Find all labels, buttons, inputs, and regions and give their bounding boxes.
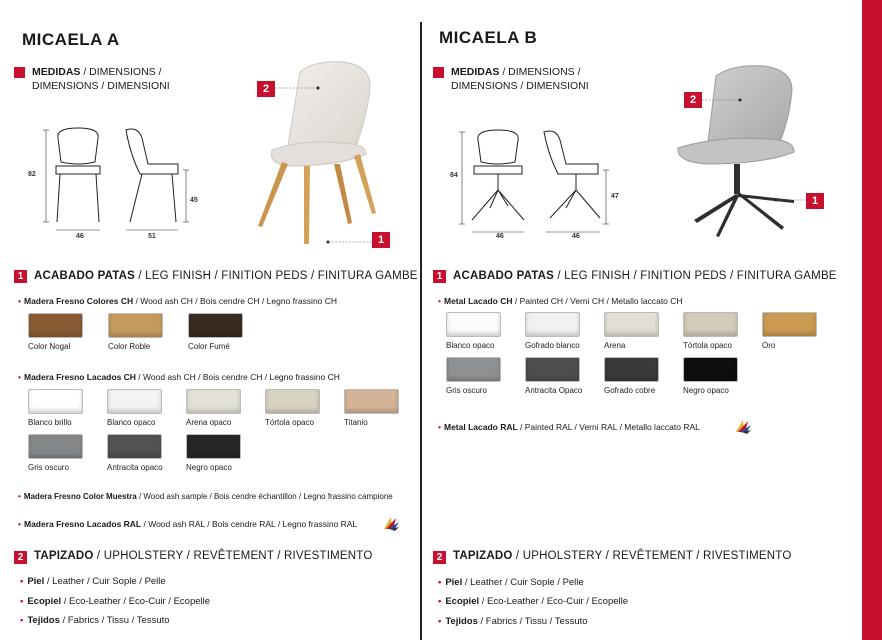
ecoleather-rest: / Eco-Leather / Eco-Cuir / Ecopelle: [61, 596, 211, 607]
upholstery-item-leather: • Piel / Leather / Cuir Sople / Pelle: [438, 577, 584, 588]
wood-lacquered-heading: • Madera Fresno Lacados CH / Wood ash CH / Bois cendre CH / Legno frassino CH: [18, 372, 340, 382]
color-swatch: [188, 313, 243, 338]
swatch-label: Blanco opaco: [446, 341, 495, 350]
swatch-label: Gofrado cobre: [604, 386, 656, 395]
ral-color-fan-icon: [382, 515, 400, 531]
seat-height-value: 45: [190, 197, 198, 204]
micaela-a-column: [0, 0, 420, 640]
color-swatch: [28, 389, 83, 414]
product-title: MICAELA B: [439, 28, 538, 47]
callout-upholstery: 2: [684, 92, 702, 108]
dimensions-heading: [451, 65, 589, 93]
leg-finish-heading: [453, 270, 837, 282]
callout-upholstery: 2: [257, 81, 275, 97]
swatch-label: Tórtola opaco: [683, 341, 732, 350]
color-swatch: [265, 389, 320, 414]
swatch-label: Oro: [762, 341, 776, 350]
upholstery-heading: [453, 550, 791, 562]
dimensions-marker: [433, 67, 444, 78]
wood-sample-item: • Madera Fresno Color Muestra / Wood ash sample / Bois cendre échantillon / Legno frassino campione: [18, 492, 393, 501]
metal-ral-rest: / Painted RAL / Verni RAL / Metallo laccato RAL: [517, 422, 700, 432]
chair-b-photo: [672, 60, 822, 238]
ecoleather-rest: / Eco-Leather / Eco-Cuir / Ecopelle: [479, 596, 629, 607]
color-swatch: [683, 357, 738, 382]
swatch-label: Negro opaco: [683, 386, 729, 395]
chair-b-side-drawing: [540, 128, 620, 238]
upholstery-rest: / UPHOLSTERY / REVÊTEMENT / RIVESTIMENTO: [93, 550, 373, 562]
color-swatch: [108, 313, 163, 338]
color-swatch: [604, 312, 659, 337]
dimensions-label-rest: / DIMENSIONS /: [80, 66, 162, 78]
swatch-label: Color Fumé: [188, 342, 230, 351]
metal-ral-bold: Metal Lacado RAL: [443, 422, 518, 432]
leg-finish-number: 1: [433, 270, 446, 283]
ecoleather-bold: Ecopiel: [445, 596, 480, 607]
swatch-label: Color Nogal: [28, 342, 71, 351]
upholstery-item-fabrics: • Tejidos / Fabrics / Tissu / Tessuto: [438, 616, 588, 627]
leather-bold: Piel: [27, 576, 45, 587]
upholstery-heading: [34, 550, 372, 562]
color-swatch: [28, 313, 83, 338]
seat-height-value: 47: [611, 193, 619, 200]
color-swatch: [446, 312, 501, 337]
color-swatch: [107, 434, 162, 459]
color-swatch: [186, 389, 241, 414]
color-swatch: [344, 389, 399, 414]
dimensions-label-line2: DIMENSIONS / DIMENSIONI: [451, 80, 589, 92]
swatch-label: Arena opaco: [186, 418, 232, 427]
swatch-label: Negro opaco: [186, 463, 232, 472]
upholstery-item-leather: • Piel / Leather / Cuir Sople / Pelle: [20, 576, 166, 587]
leg-finish-rest: / LEG FINISH / FINITION PEDS / FINITURA GAMBE: [135, 270, 418, 282]
color-swatch: [683, 312, 738, 337]
wood-sample-bold: Madera Fresno Color Muestra: [23, 492, 137, 501]
leather-bold: Piel: [445, 577, 463, 588]
swatch-label: Gris oscuro: [446, 386, 487, 395]
metal-lacquered-bold: Metal Lacado CH: [443, 296, 513, 306]
wood-sample-rest: / Wood ash sample / Bois cendre échantillon / Legno frassino campione: [136, 492, 393, 501]
upholstery-item-fabrics: • Tejidos / Fabrics / Tissu / Tessuto: [20, 615, 170, 626]
height-value: 84: [450, 172, 458, 179]
leg-finish-heading: [34, 270, 418, 282]
color-swatch: [604, 357, 659, 382]
right-edge-red-bar: [862, 0, 882, 640]
wood-ral-item: • Madera Fresno Lacados RAL / Wood ash RAL / Bois cendre RAL / Legno frassino RAL: [18, 519, 358, 529]
upholstery-item-ecoleather: • Ecopiel / Eco-Leather / Eco-Cuir / Ecopelle: [438, 596, 629, 607]
ral-color-fan-icon: [734, 418, 752, 434]
swatch-label: Gris oscuro: [28, 463, 69, 472]
fabrics-bold: Tejidos: [445, 616, 478, 627]
dimensions-label-bold: MEDIDAS: [451, 66, 500, 78]
upholstery-bold: TAPIZADO: [34, 550, 94, 562]
chair-a-front-drawing: [42, 126, 112, 236]
upholstery-number: 2: [14, 551, 27, 564]
metal-lacquered-heading: • Metal Lacado CH / Painted CH / Verni CH / Metallo laccato CH: [438, 296, 683, 306]
fabrics-bold: Tejidos: [27, 615, 60, 626]
color-swatch: [446, 357, 501, 382]
swatch-label: Antracita opaco: [107, 463, 163, 472]
upholstery-number: 2: [433, 551, 446, 564]
micaela-b-column: [422, 0, 862, 640]
chair-a-side-drawing: [120, 126, 200, 236]
leg-finish-bold: ACABADO PATAS: [453, 270, 554, 282]
width-value: 46: [496, 233, 504, 240]
ecoleather-bold: Ecopiel: [27, 596, 62, 607]
upholstery-item-ecoleather: • Ecopiel / Eco-Leather / Eco-Cuir / Ecopelle: [20, 596, 211, 607]
chair-b-front-drawing: [458, 128, 538, 238]
product-title: MICAELA A: [22, 30, 120, 49]
wood-ral-rest: / Wood ash RAL / Bois cendre RAL / Legno frassino RAL: [141, 519, 358, 529]
wood-colors-bold: Madera Fresno Colores CH: [23, 296, 134, 306]
fabrics-rest: / Fabrics / Tissu / Tessuto: [59, 615, 170, 626]
color-swatch: [525, 312, 580, 337]
color-swatch: [762, 312, 817, 337]
upholstery-rest: / UPHOLSTERY / REVÊTEMENT / RIVESTIMENTO: [512, 550, 792, 562]
width-value: 46: [76, 233, 84, 240]
swatch-label: Blanco opaco: [107, 418, 156, 427]
swatch-label: Antracita Opaco: [525, 386, 583, 395]
leg-finish-rest: / LEG FINISH / FINITION PEDS / FINITURA GAMBE: [554, 270, 837, 282]
wood-lacquered-rest: / Wood ash CH / Bois cendre CH / Legno frassino CH: [135, 372, 340, 382]
upholstery-bold: TAPIZADO: [453, 550, 513, 562]
color-swatch: [525, 357, 580, 382]
metal-ral-item: • Metal Lacado RAL / Painted RAL / Verni RAL / Metallo laccato RAL: [438, 422, 700, 432]
wood-colors-heading: • Madera Fresno Colores CH / Wood ash CH / Bois cendre CH / Legno frassino CH: [18, 296, 338, 306]
color-swatch: [107, 389, 162, 414]
metal-lacquered-rest: / Painted CH / Verni CH / Metallo laccato CH: [512, 296, 683, 306]
depth-value: 51: [148, 233, 156, 240]
dimensions-label-rest: / DIMENSIONS /: [499, 66, 581, 78]
swatch-label: Titanio: [344, 418, 368, 427]
swatch-label: Color Roble: [108, 342, 151, 351]
wood-colors-rest: / Wood ash CH / Bois cendre CH / Legno frassino CH: [133, 296, 338, 306]
color-swatch: [28, 434, 83, 459]
leather-rest: / Leather / Cuir Sople / Pelle: [462, 577, 584, 588]
wood-ral-bold: Madera Fresno Lacados RAL: [23, 519, 142, 529]
wood-lacquered-bold: Madera Fresno Lacados CH: [23, 372, 136, 382]
leg-finish-number: 1: [14, 270, 27, 283]
depth-value: 46: [572, 233, 580, 240]
callout-legs: 1: [806, 193, 824, 209]
color-swatch: [186, 434, 241, 459]
dimensions-label-line2: DIMENSIONS / DIMENSIONI: [32, 80, 170, 92]
leather-rest: / Leather / Cuir Sople / Pelle: [44, 576, 166, 587]
callout-legs: 1: [372, 232, 390, 248]
dimensions-marker: [14, 67, 25, 78]
dimensions-label-bold: MEDIDAS: [32, 66, 81, 78]
swatch-label: Blanco brillo: [28, 418, 72, 427]
height-value: 82: [28, 171, 36, 178]
swatch-label: Gofrado blanco: [525, 341, 580, 350]
leg-finish-bold: ACABADO PATAS: [34, 270, 135, 282]
fabrics-rest: / Fabrics / Tissu / Tessuto: [477, 616, 588, 627]
swatch-label: Tórtola opaco: [265, 418, 314, 427]
swatch-label: Arena: [604, 341, 626, 350]
dimensions-heading: [32, 65, 170, 93]
